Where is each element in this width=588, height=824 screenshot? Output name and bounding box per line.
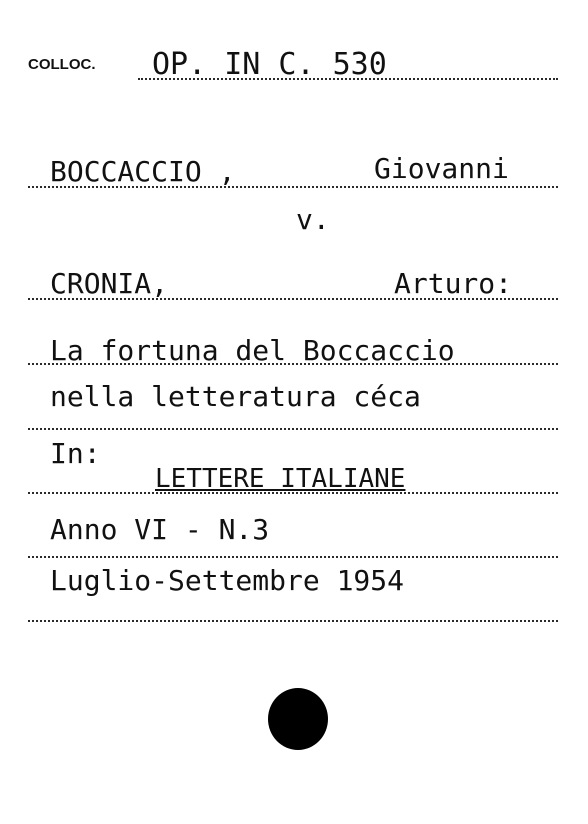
shelfmark: OP. IN C. 530 [152, 47, 387, 82]
author-forename: Arturo: [394, 267, 513, 300]
date-line [28, 620, 558, 622]
title-line-1: La fortuna del Boccaccio [50, 334, 455, 367]
heading-forename: Giovanni [374, 152, 509, 185]
heading-surname: BOCCACCIO , [50, 155, 236, 188]
author-surname: CRONIA, [50, 267, 169, 300]
volume-line [28, 556, 558, 558]
title-line-2-rule [28, 428, 558, 430]
punch-hole [268, 688, 328, 750]
see-reference: v. [296, 203, 330, 236]
colloc-line [138, 78, 558, 80]
colloc-label: COLLOC. [28, 56, 96, 73]
author-line [28, 298, 558, 300]
publication-date: Luglio-Settembre 1954 [50, 564, 405, 597]
heading-line [28, 186, 558, 188]
title-line-2: nella letteratura céca [50, 380, 421, 413]
volume-issue: Anno VI - N.3 [50, 513, 270, 546]
journal-title: LETTERE ITALIANE [155, 464, 406, 494]
in-label: In: [50, 437, 101, 470]
journal-line [28, 492, 558, 494]
title-line-1-rule [28, 363, 558, 365]
